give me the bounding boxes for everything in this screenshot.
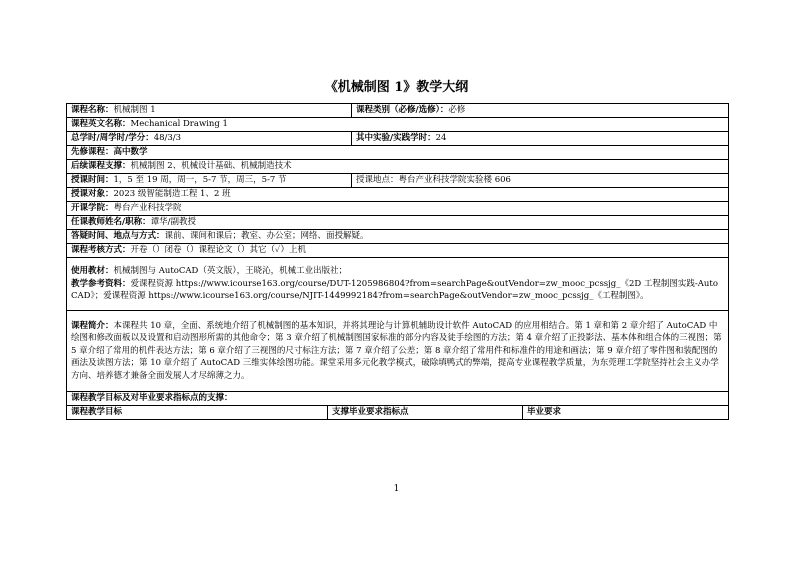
english-name-value: Mechanical Drawing 1	[130, 119, 228, 129]
hours-value: 48/3/3	[153, 133, 182, 143]
location-value: 粤台产业科技学院实验楼 606	[398, 175, 511, 185]
followup-label: 后续课程支撑：	[71, 161, 131, 171]
column-indicator: 支撑毕业要求指标点	[328, 406, 523, 420]
row-columns	[67, 406, 729, 420]
row-followup	[67, 160, 729, 174]
lab-hours-value: 24	[435, 133, 447, 143]
intro-label: 课程简介：	[71, 320, 114, 331]
row-objectives-header	[67, 392, 729, 406]
course-name-value: 机械制图 1	[113, 105, 156, 115]
row-qa	[67, 230, 729, 244]
audience-label: 授课对象：	[71, 189, 114, 199]
row-materials	[67, 258, 729, 311]
textbook-value: 机械制图与 AutoCAD（英文版），王晓沁，机械工业出版社；	[113, 266, 348, 277]
audience-value: 2023 级智能制造工程 1、2 班	[113, 189, 231, 199]
schedule-value: 1，5 至 19 周，周一，5-7 节，周三，5-7 节	[113, 175, 287, 185]
references-value: 爱课程资源 https://www.icourse163.org/course/DUT-1205986804?from=searchPage&outVendor=zw_mooc_pcssjg_《2D 工程制图实践-AutoCAD》；爱课程资源 https://www.icourse163.org/course/NJIT-1449992184?from=searchPage&outVendor=zw_mooc_pcssjg_《工程制图》。	[71, 278, 718, 302]
row-intro	[67, 311, 729, 392]
teacher-value: 谭华/副教授	[150, 217, 196, 227]
row-teacher	[67, 216, 729, 230]
row-audience	[67, 188, 729, 202]
teacher-label: 任课教师姓名/职称：	[71, 217, 151, 227]
page-number: 1	[393, 484, 400, 494]
row-course-name	[67, 104, 729, 118]
references-label: 教学参考资料：	[71, 278, 131, 289]
qa-label: 答疑时间、地点与方式：	[71, 231, 165, 241]
column-requirement: 毕业要求	[523, 406, 729, 420]
college-value: 粤台产业科技学院	[113, 203, 182, 213]
location-label: 授课地点：	[356, 175, 399, 185]
exam-label: 课程考核方式：	[71, 245, 131, 255]
course-type-value: 必修	[448, 105, 466, 115]
qa-value: 课前、课间和课后；教室、办公室；网络、面授解疑。	[164, 231, 369, 241]
intro-value: 本课程共 10 章，全面、系统地介绍了机械制图的基本知识，并将其理论与计算机辅助设计软件 AutoCAD 的应用相结合。第 1 章和第 2 章介绍了 AutoCAD 中绘图和修改面板以及设置和启动图形所需的其他命令；第 3 章介绍了机械制图国家标准的部分内容及徒手绘图的方法；第 4 章介绍了正投影法、基本体和组合体的三视图；第 5 章介绍了常用的机件表达方法；第 6 章介绍了三视图的尺寸标注方法；第 7 章介绍了公差；第 8 章介绍了常用件和标准件的用途和画法；第 9 章介绍了零件图和装配图的画法及读图方法；第 10 章介绍了 AutoCAD 三维实体绘图功能。课堂采用多元化教学模式，破除填鸭式的弊端，提高专业课程教学质量，为东莞理工学院坚持社会主义办学方向、培养德才兼备全面发展人才尽绵薄之力。	[71, 320, 722, 381]
schedule-label: 授课时间：	[71, 175, 114, 185]
row-english-name	[67, 118, 729, 132]
course-type-label: 课程类别（必修/选修）：	[356, 105, 449, 115]
english-name-label: 课程英文名称：	[71, 119, 131, 129]
course-name-label: 课程名称：	[71, 105, 114, 115]
document-title: 《机械制图 1》教学大纲	[324, 80, 469, 95]
row-hours	[67, 132, 729, 146]
textbook-label: 使用教材：	[71, 266, 114, 277]
exam-value: 开卷（）闭卷（）课程论文（）其它（✓）上机	[130, 245, 307, 255]
college-label: 开课学院：	[71, 203, 114, 213]
syllabus-table	[66, 103, 729, 420]
row-schedule	[67, 174, 729, 188]
followup-value: 机械制图 2、机械设计基础、机械制造技术	[130, 161, 292, 171]
row-college	[67, 202, 729, 216]
hours-label: 总学时/周学时/学分：	[71, 133, 154, 143]
lab-hours-label: 其中实验/实践学时：	[356, 133, 436, 143]
objectives-header-label: 课程教学目标及对毕业要求指标点的支撑：	[71, 393, 233, 403]
row-exam	[67, 244, 729, 258]
prereq-value: 高中数学	[113, 147, 148, 157]
row-prereq	[67, 146, 729, 160]
column-objective: 课程教学目标	[67, 406, 328, 420]
prereq-label: 先修课程：	[71, 147, 114, 157]
